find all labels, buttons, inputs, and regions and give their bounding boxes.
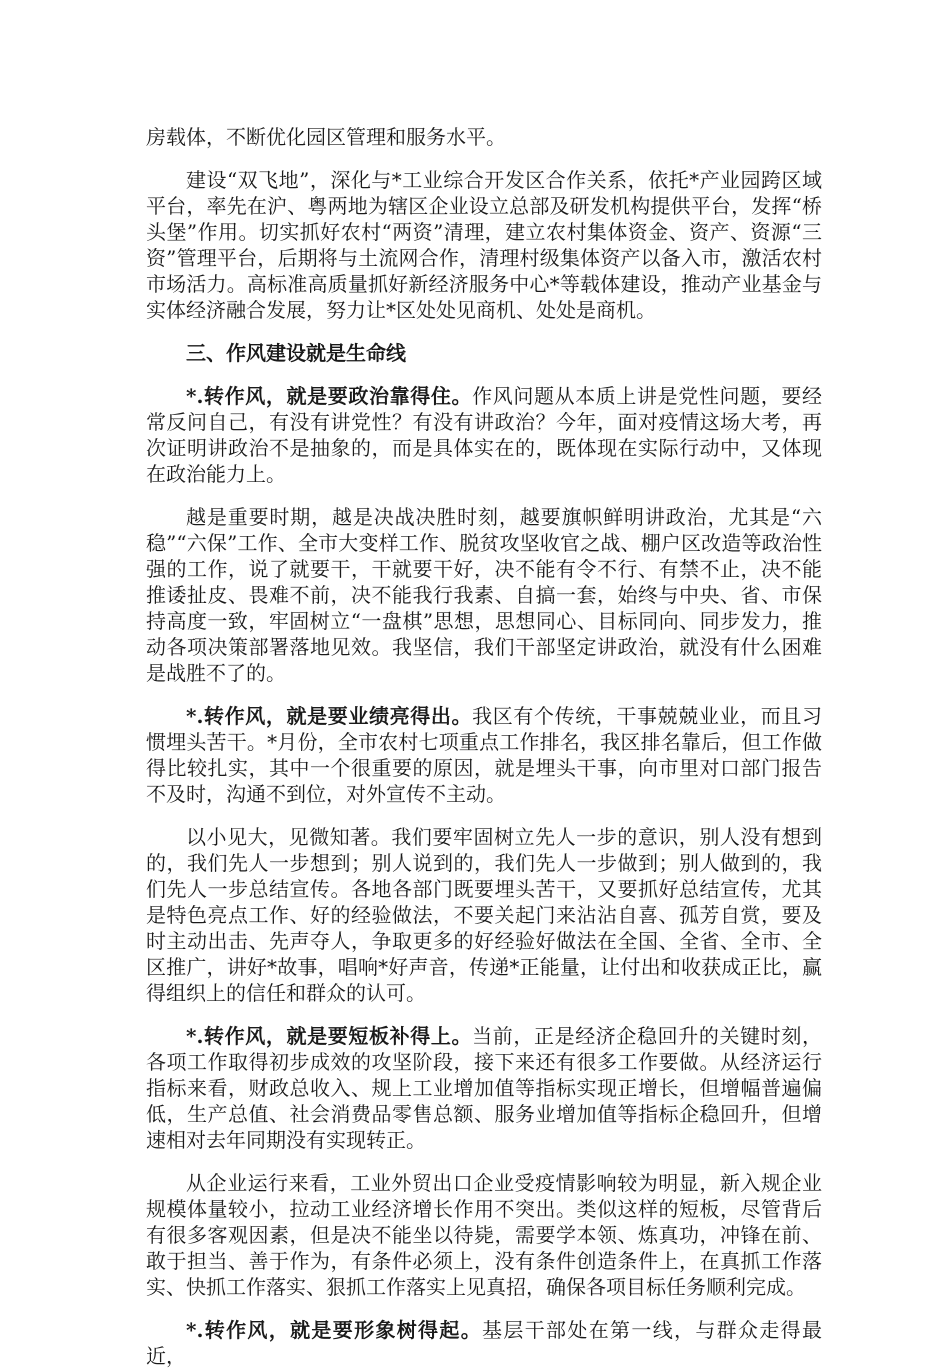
paragraph-political-reliability	[146, 383, 822, 487]
paragraph-body: 作风问题从本质上讲是党性问题，要经常反问自己，有没有讲党性？有没有讲政治？今年，面对疫情这场大考，再次证明讲政治不是抽象的，而是具体实在的，既体现在实际行动中，又体现在政治能力上。	[146, 384, 823, 486]
paragraph-performance	[146, 703, 822, 807]
document-page	[146, 124, 822, 1369]
paragraph-shortcomings	[146, 1023, 822, 1153]
paragraph-lead: *.转作风，就是要短板补得上。	[186, 1024, 473, 1048]
paragraph-publicity: 以小见大，见微知著。我们要牢固树立先人一步的意识，别人没有想到的，我们先人一步想到；别人说到的，我们先人一步做到；别人做到的，我们先人一步总结宣传。各地各部门既要埋头苦干，又要抓好总结宣传，尤其是特色亮点工作、好的经验做法，不要关起门来沾沾自喜、孤芳自赏，要及时主动出击、先声夺人，争取更多的好经验好做法在全国、全省、全市、全区推广，讲好*故事，唱响*好声音，传递*正能量，让付出和收获成正比，赢得组织上的信任和群众的认可。	[146, 825, 822, 1005]
paragraph-body: 基层干部处在第一线，与群众走得最近，	[146, 1318, 823, 1368]
paragraph-lead: *.转作风，就是要形象树得起。	[186, 1318, 483, 1342]
paragraph-body: 当前，正是经济企稳回升的关键时刻，各项工作取得初步成效的攻坚阶段，接下来还有很多工作要做。从经济运行指标来看，财政总收入、规上工业增加值等指标实现正增长，但增幅普遍偏低，生产总值、社会消费品零售总额、服务业增加值等指标企稳回升，但增速相对去年同期没有实现转正。	[146, 1024, 823, 1152]
section-heading: 三、作风建设就是生命线	[186, 341, 406, 365]
paragraph-body: 我区有个传统，干事兢兢业业，而且习惯埋头苦干。*月份，全市农村七项重点工作排名，我区排名靠后，但工作做得比较扎实，其中一个很重要的原因，就是埋头干事，向市里对口部门报告不及时，沟通不到位，对外宣传不主动。	[146, 704, 823, 806]
paragraph-dual-enclave: 建设“双飞地”，深化与*工业综合开发区合作关系，依托*产业园跨区域平台，率先在沪、粤两地为辖区企业设立总部及研发机构提供平台，发挥“桥头堡”作用。切实抓好农村“两资”清理，建立农村集体资金、资产、资源“三资”管理平台，后期将与土流网合作，清理村级集体资产以备入市，激活农村市场活力。高标准高质量抓好新经济服务中心*等载体建设，推动产业基金与实体经济融合发展，努力让*区处处见商机、处处是商机。	[146, 168, 822, 322]
paragraph-enterprise-operation: 从企业运行来看，工业外贸出口企业受疫情影响较为明显，新入规企业规模体量较小，拉动工业经济增长作用不突出。类似这样的短板，尽管背后有很多客观因素，但是决不能坐以待毙，需要学本领、炼真功，冲锋在前、敢于担当、善于作为，有条件必须上，没有条件创造条件上，在真抓工作落实、快抓工作落实、狠抓工作落实上见真招，确保各项目标任务顺利完成。	[146, 1171, 822, 1299]
paragraph-lead: *.转作风，就是要业绩亮得出。	[186, 704, 473, 728]
paragraph-continuation: 房载体，不断优化园区管理和服务水平。	[146, 125, 506, 149]
paragraph-lead: *.转作风，就是要政治靠得住。	[186, 384, 473, 408]
paragraph-politics-critical-period: 越是重要时期，越是决战决胜时刻，越要旗帜鲜明讲政治，尤其是“六稳”“六保”工作、全市大变样工作、脱贫攻坚收官之战、棚户区改造等政治性强的工作，说了就要干，干就要干好，决不能有令不行、有禁不止，决不能推诿扯皮、畏难不前，决不能我行我素、自搞一套，始终与中央、省、市保持高度一致，牢固树立“一盘棋”思想，思想同心、目标同向、同步发力，推动各项决策部署落地见效。我坚信，我们干部坚定讲政治，就没有什么困难是战胜不了的。	[146, 505, 822, 685]
paragraph-image	[146, 1317, 822, 1369]
